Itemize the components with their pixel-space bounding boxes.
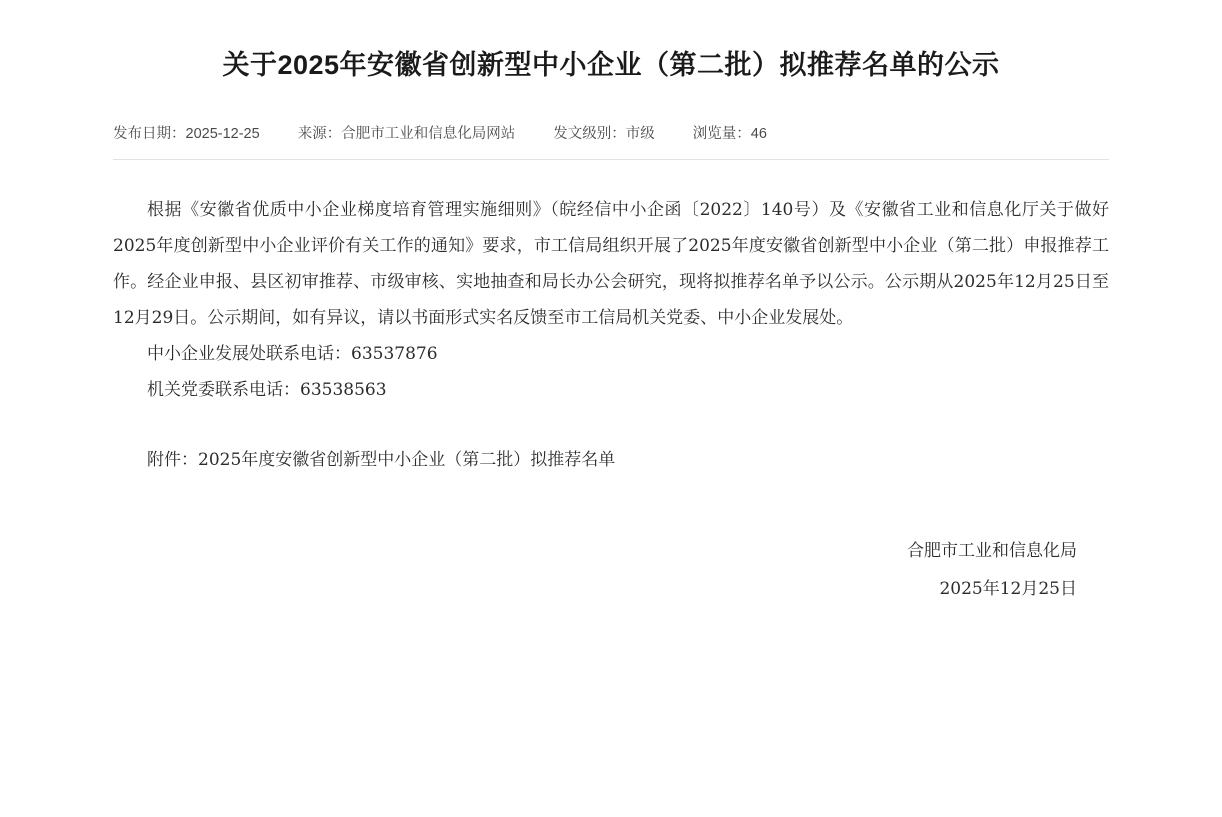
signature-date: 2025年12月25日 [939, 579, 1077, 599]
meta-source [298, 122, 516, 143]
meta-level [553, 122, 655, 143]
article-meta-bar [113, 122, 1109, 160]
attachment-line: 附件：2025年度安徽省创新型中小企业（第二批）拟推荐名单 [147, 450, 616, 470]
signature-block [113, 532, 1109, 608]
meta-level-value: 市级 [625, 126, 655, 142]
contact-line-party-committee: 机关党委联系电话：63538563 [147, 380, 387, 400]
meta-source-value: 合肥市工业和信息化局网站 [341, 126, 516, 142]
meta-source-label: 来源： [297, 126, 342, 142]
meta-views-label: 浏览量： [692, 126, 751, 142]
meta-level-label: 发文级别： [553, 126, 626, 142]
meta-views-value: 46 [750, 126, 767, 142]
signature-issuer: 合肥市工业和信息化局 [907, 541, 1077, 561]
meta-publish-date [113, 122, 260, 143]
meta-publish-date-label: 发布日期： [113, 126, 186, 142]
meta-views [693, 122, 767, 143]
body-paragraph: 根据《安徽省优质中小企业梯度培育管理实施细则》（皖经信中小企函〔2022〕140号）及《安徽省工业和信息化厅关于做好2025年度创新型中小企业评价有关工作的通知》要求，市工信局组织开展了2025年度安徽省创新型中小企业（第二批）申报推荐工作。经企业申报、县区初审推荐、市级审核、实地抽查和局长办公会研究，现将拟推荐名单予以公示。公示期从2025年12月25日至12月29日。公示期间，如有异议，请以书面形式实名反馈至市工信局机关党委、中小企业发展处。 [113, 200, 1109, 328]
meta-publish-date-value: 2025-12-25 [185, 126, 260, 142]
article-body [113, 192, 1109, 478]
contact-line-sme-department: 中小企业发展处联系电话：63537876 [147, 344, 438, 364]
page-title: 关于2025年安徽省创新型中小企业（第二批）拟推荐名单的公示 [222, 50, 1000, 80]
article-container [113, 0, 1109, 608]
